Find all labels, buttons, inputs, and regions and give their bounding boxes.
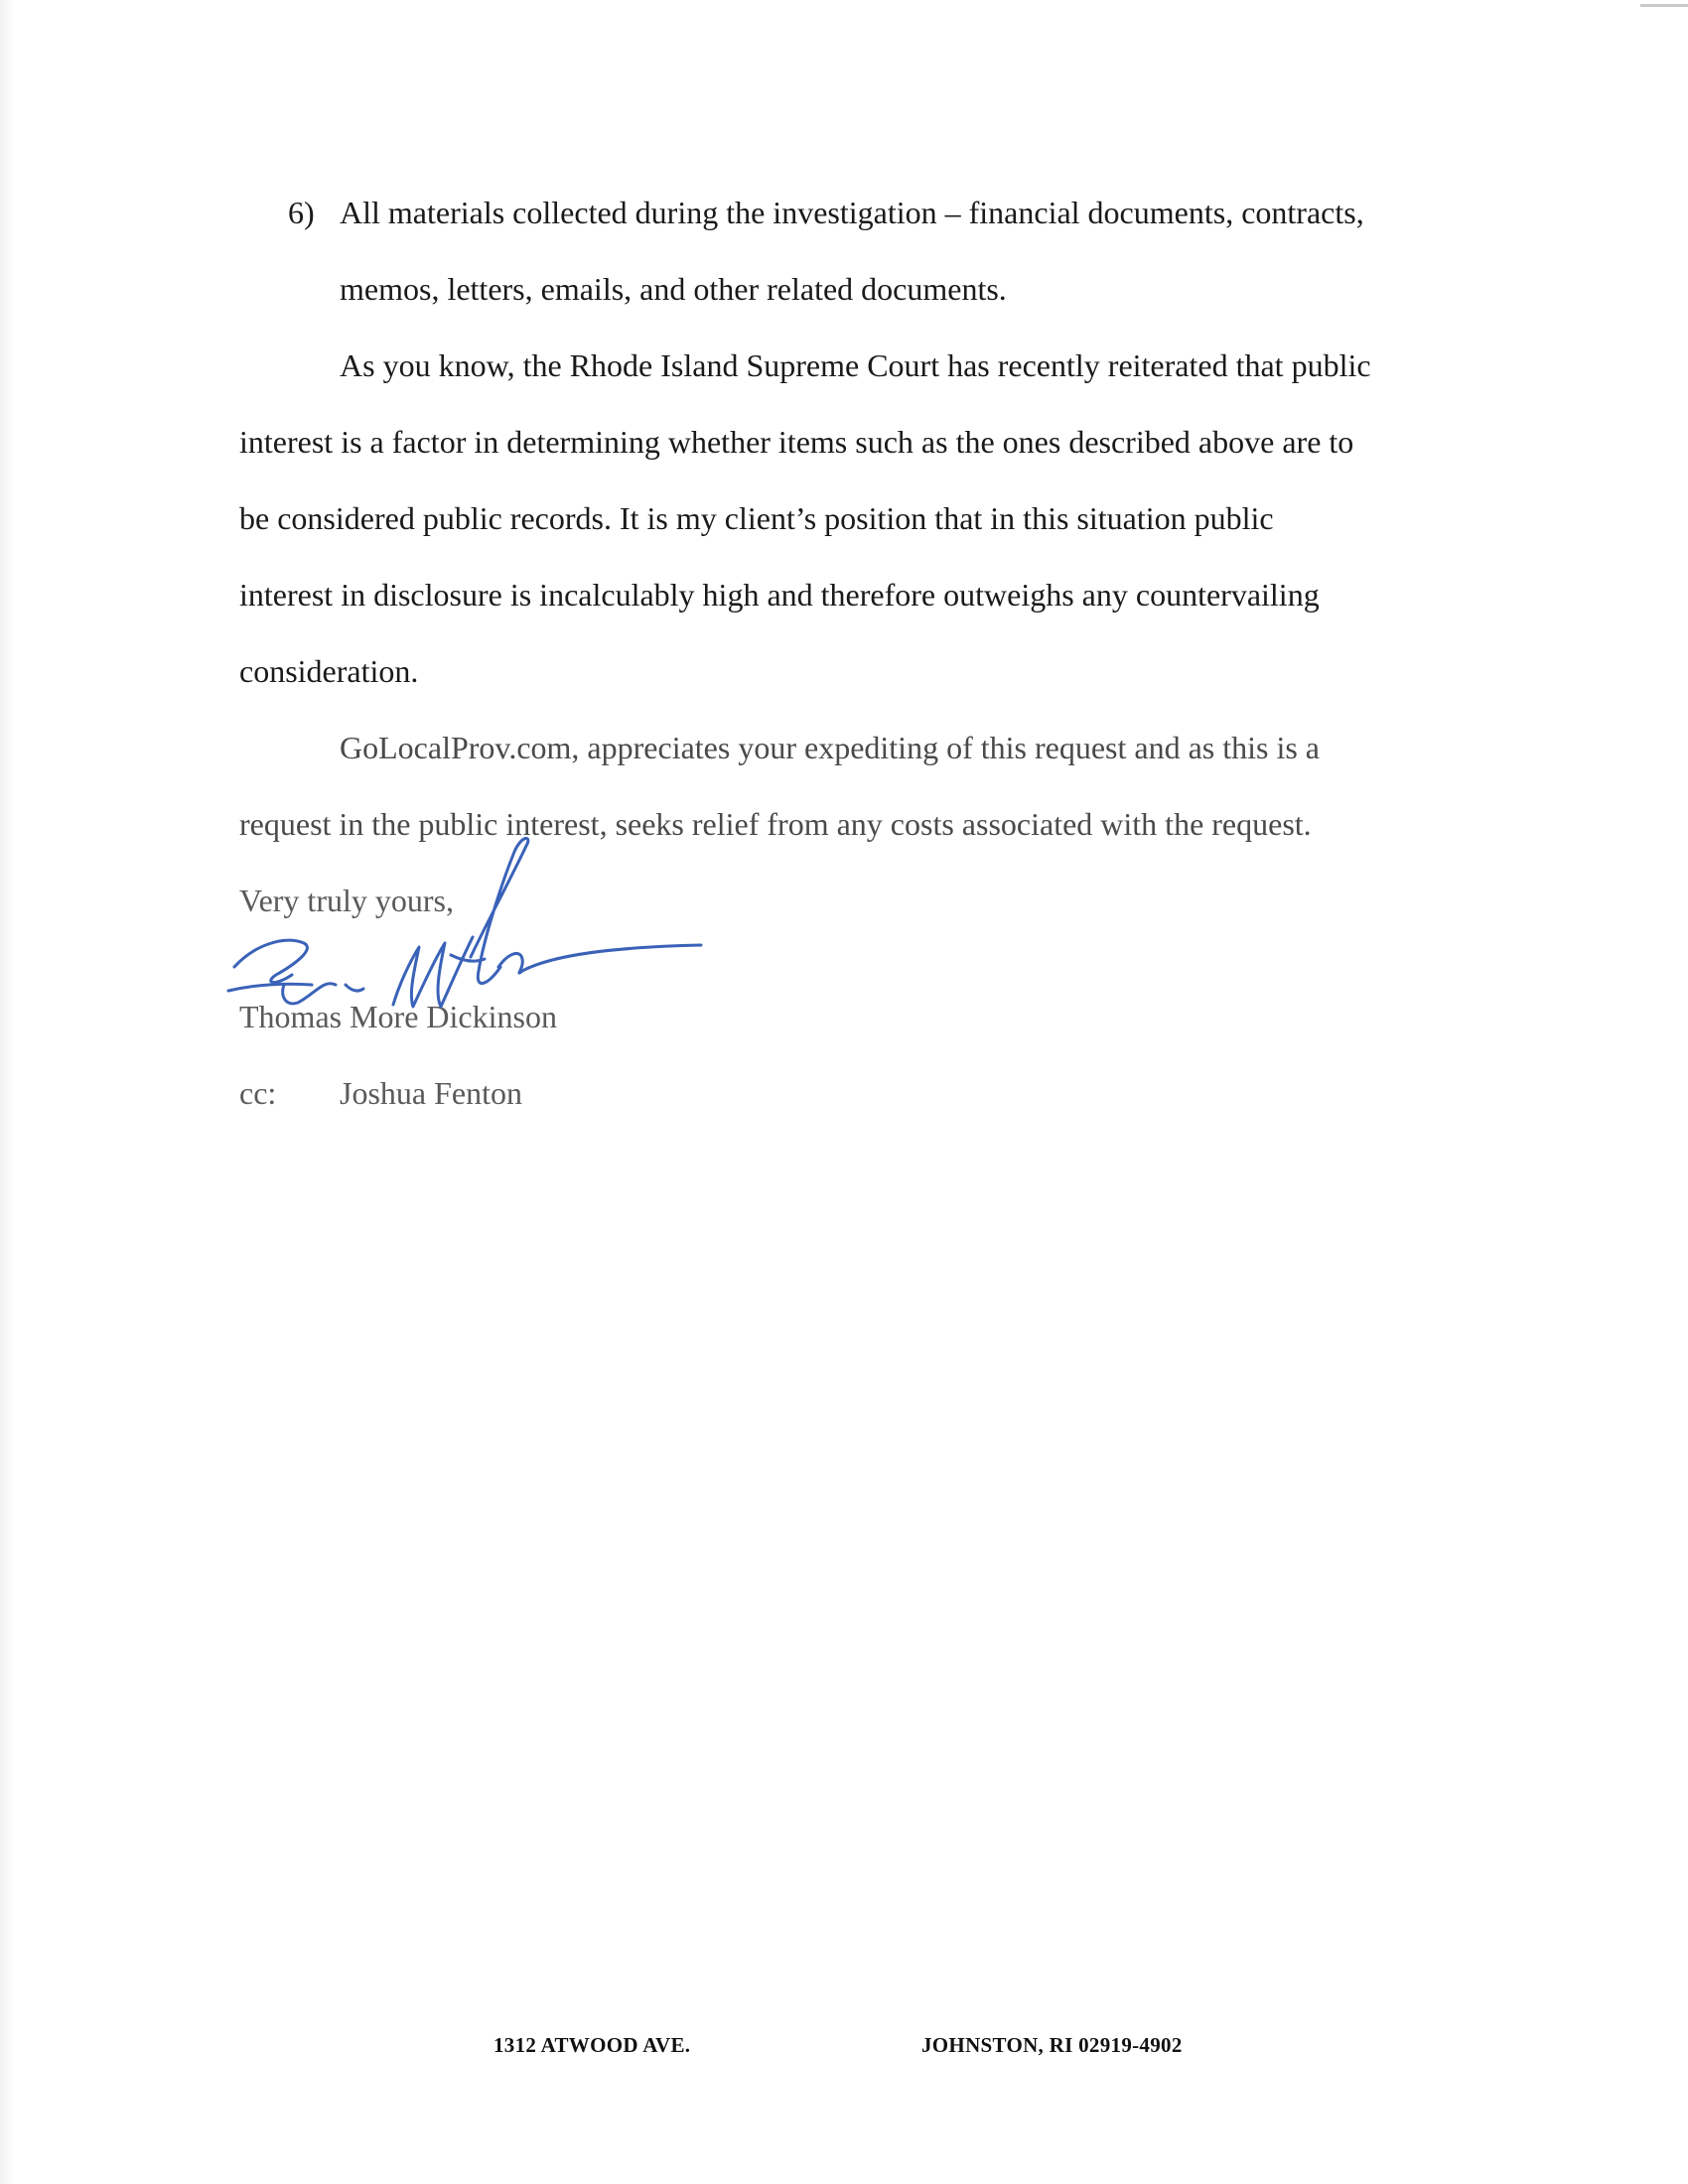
signer-name: Thomas More Dickinson — [239, 999, 557, 1034]
paragraph-1-line-5: consideration. — [239, 653, 419, 689]
cc-name: Joshua Fenton — [340, 1075, 522, 1111]
paragraph-2-line-2: request in the public interest, seeks relief from any costs associated with the request. — [239, 806, 1312, 842]
paragraph-1-line-4: interest in disclosure is incalculably high and therefore outweighs any countervailing — [239, 577, 1320, 613]
cc-label: cc: — [239, 1075, 277, 1111]
scan-corner-mark — [1640, 4, 1688, 7]
list-item-line-1: All materials collected during the investigation – financial documents, contracts, — [340, 195, 1364, 230]
footer-city: JOHNSTON, RI 02919-4902 — [921, 2033, 1183, 2057]
footer-street: 1312 ATWOOD AVE. — [493, 2033, 691, 2057]
scan-edge-shading — [0, 0, 14, 2184]
paragraph-2-line-1: GoLocalProv.com, appreciates your expediting of this request and as this is a — [340, 730, 1320, 765]
handwritten-signature — [224, 836, 711, 1029]
paragraph-1-line-3: be considered public records. It is my client’s position that in this situation public — [239, 500, 1274, 536]
paragraph-1-line-2: interest is a factor in determining whether items such as the ones described above are to — [239, 424, 1354, 460]
list-item-number: 6) — [288, 195, 315, 230]
paragraph-1-line-1: As you know, the Rhode Island Supreme Court has recently reiterated that public — [340, 347, 1371, 383]
list-item-line-2: memos, letters, emails, and other related documents. — [340, 271, 1007, 307]
closing-salutation: Very truly yours, — [239, 883, 454, 918]
